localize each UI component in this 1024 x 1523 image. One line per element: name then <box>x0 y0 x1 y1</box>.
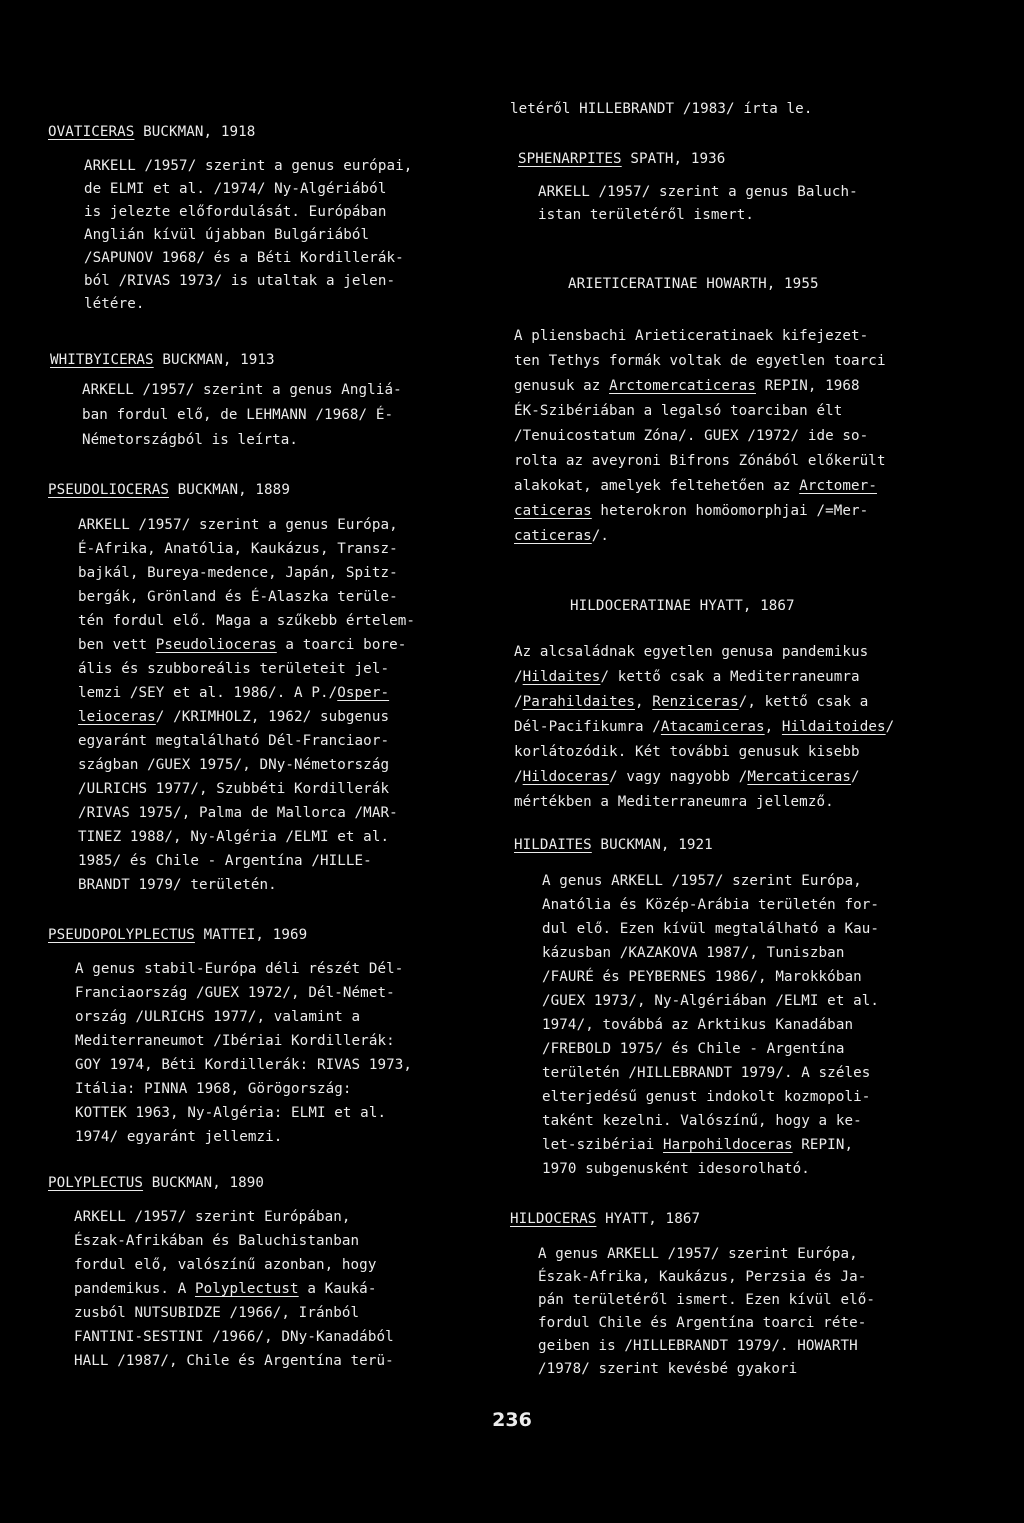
text-line: mértékben a Mediterraneumra jellemző. <box>514 794 834 810</box>
text-line: ARKELL /1957/ szerint a genus európai, <box>84 158 413 174</box>
genus-heading-hildoceras: HILDOCERAS HYATT, 1867 <box>510 1211 701 1227</box>
genus-heading-ovaticeras: OVATICERAS BUCKMAN, 1918 <box>48 124 256 140</box>
genus-name-reference: Pseudolioceras <box>155 637 277 653</box>
genus-name-reference: leioceras <box>78 709 156 725</box>
text-line: zusból NUTSUBIDZE /1966/, Iránból <box>74 1305 360 1321</box>
text-line: genusuk az Arctomercaticeras REPIN, 1968 <box>514 378 860 394</box>
text-line: is jelezte előfordulását. Európában <box>84 204 387 220</box>
text-line: ális és szubboreális területeit jel- <box>78 661 390 677</box>
text-line: ARKELL /1957/ szerint Európában, <box>74 1209 351 1225</box>
text-line: Észak-Afrika, Kaukázus, Perzsia és Ja- <box>538 1269 867 1285</box>
text-line: GOY 1974, Béti Kordillerák: RIVAS 1973, <box>75 1057 413 1073</box>
text-line: KOTTEK 1963, Ny-Algéria: ELMI et al. <box>75 1105 387 1121</box>
text-line: területén /HILLEBRANDT 1979/. A széles <box>542 1065 871 1081</box>
genus-heading-polyplectus: POLYPLECTUS BUCKMAN, 1890 <box>48 1175 265 1191</box>
genus-heading-sphenarpites: SPHENARPITES SPATH, 1936 <box>518 151 726 167</box>
genus-heading-hildaites: HILDAITES BUCKMAN, 1921 <box>514 837 713 853</box>
text-line: 1985/ és Chile - Argentína /HILLE- <box>78 853 372 869</box>
genus-heading-whitbyiceras: WHITBYICERAS BUCKMAN, 1913 <box>50 352 275 368</box>
text-line: Németországból is leírta. <box>82 432 299 448</box>
text-line: ARKELL /1957/ szerint a genus Baluch- <box>538 184 858 200</box>
genus-name-reference: caticeras <box>514 503 592 519</box>
text-line: Az alcsaládnak egyetlen genusa pandemikus <box>514 644 869 660</box>
text-line: /1978/ szerint kevésbé gyakori <box>538 1361 798 1377</box>
genus-name-reference: Harpohildoceras <box>662 1137 793 1153</box>
text-line: FANTINI-SESTINI /1966/, DNy-Kanadából <box>74 1329 394 1345</box>
text-line: Franciaország /GUEX 1972/, Dél-Német- <box>75 985 395 1001</box>
text-line: /RIVAS 1975/, Palma de Mallorca /MAR- <box>78 805 398 821</box>
text-line: ország /ULRICHS 1977/, valamint a <box>75 1009 361 1025</box>
text-line: /Hildoceras/ vagy nagyobb /Mercaticeras/ <box>514 769 860 785</box>
text-line: É-Afrika, Anatólia, Kaukázus, Transz- <box>78 541 398 557</box>
text-line: BRANDT 1979/ területén. <box>78 877 277 893</box>
text-line: pán területéről ismert. Ezen kívül elő- <box>538 1292 876 1308</box>
text-line: bajkál, Bureya-medence, Japán, Spitz- <box>78 565 398 581</box>
text-line: Dél-Pacifikumra /Atacamiceras, Hildaitoides/ <box>514 719 895 735</box>
text-line: /Tenuicostatum Zóna/. GUEX /1972/ ide so- <box>514 428 869 444</box>
genus-name-reference: Hildaitoides <box>781 719 886 735</box>
text-line: ARKELL /1957/ szerint a genus Európa, <box>78 517 398 533</box>
text-line: A genus stabil-Európa déli részét Dél- <box>75 961 404 977</box>
text-line: /GUEX 1973/, Ny-Algériában /ELMI et al. <box>542 993 880 1009</box>
text-line: Anglián kívül újabban Bulgáriából <box>84 227 370 243</box>
text-line: /ULRICHS 1977/, Szubbéti Kordillerák <box>78 781 390 797</box>
subfamily-heading-hildoceratinae: HILDOCERATINAE HYATT, 1867 <box>570 598 795 614</box>
text-line: alakokat, amelyek feltehetően az Arctomer- <box>514 478 877 494</box>
genus-name-reference: Polyplectust <box>194 1281 299 1297</box>
genus-name-reference: Hildaites <box>522 669 601 685</box>
text-line: TINEZ 1988/, Ny-Algéria /ELMI et al. <box>78 829 390 845</box>
text-line: let-szibériai Harpohildoceras REPIN, <box>542 1137 854 1153</box>
text-line: taként kezelni. Valószínű, hogy a ke- <box>542 1113 862 1129</box>
text-line: elterjedésű genust indokolt kozmopoli- <box>542 1089 871 1105</box>
genus-name-reference: Osper- <box>337 685 390 701</box>
text-line: ben vett Pseudolioceras a toarci bore- <box>78 637 407 653</box>
text-line: letéről HILLEBRANDT /1983/ írta le. <box>510 101 813 117</box>
genus-name-reference: Mercaticeras <box>747 769 852 785</box>
genus-name-reference: Arctomer- <box>799 478 877 494</box>
text-line: dul elő. Ezen kívül megtalálható a Kau- <box>542 921 880 937</box>
text-line: /FAURÉ és PEYBERNES 1986/, Marokkóban <box>542 969 862 985</box>
text-line: szágban /GUEX 1975/, DNy-Németország <box>78 757 390 773</box>
text-line: caticeras/. <box>514 528 610 544</box>
text-line: Mediterraneumot /Ibériai Kordillerák: <box>75 1033 395 1049</box>
text-line: lemzi /SEY et al. 1986/. A P./Osper- <box>78 685 390 701</box>
genus-name-reference: Hildoceras <box>522 769 610 785</box>
text-line: ból /RIVAS 1973/ is utaltak a jelen- <box>84 273 396 289</box>
text-line: A pliensbachi Arieticeratinaek kifejezet- <box>514 328 869 344</box>
text-line: rolta az aveyroni Bifrons Zónából előkerült <box>514 453 886 469</box>
text-line: 1970 subgenusként idesorolható. <box>542 1161 810 1177</box>
text-line: Itália: PINNA 1968, Görögország: <box>75 1081 352 1097</box>
text-line: ten Tethys formák voltak de egyetlen toarci <box>514 353 886 369</box>
genus-heading-pseudolioceras: PSEUDOLIOCERAS BUCKMAN, 1889 <box>48 482 290 498</box>
text-line: bergák, Grönland és É-Alaszka terüle- <box>78 589 398 605</box>
text-line: HALL /1987/, Chile és Argentína terü- <box>74 1353 394 1369</box>
genus-name-reference: Renziceras <box>652 694 739 710</box>
text-line: pandemikus. A Polyplectust a Kauká- <box>74 1281 377 1297</box>
subfamily-heading-arieticeratinae: ARIETICERATINAE HOWARTH, 1955 <box>568 276 819 292</box>
genus-name-reference: caticeras <box>514 528 592 544</box>
text-line: Észak-Afrikában és Baluchistanban <box>74 1233 360 1249</box>
text-line: ARKELL /1957/ szerint a genus Angliá- <box>82 382 402 398</box>
text-line: Anatólia és Közép-Arábia területén for- <box>542 897 880 913</box>
text-line: fordul elő, valószínű azonban, hogy <box>74 1257 377 1273</box>
text-line: A genus ARKELL /1957/ szerint Európa, <box>538 1246 858 1262</box>
text-line: fordul Chile és Argentína toarci réte- <box>538 1315 867 1331</box>
text-line: egyaránt megtalálható Dél-Franciaor- <box>78 733 390 749</box>
text-line: caticeras heterokron homöomorphjai /=Mer- <box>514 503 869 519</box>
genus-name-reference: Atacamiceras <box>660 719 765 735</box>
text-line: ban fordul elő, de LEHMANN /1968/ É- <box>82 407 394 423</box>
text-line: tén fordul elő. Maga a szűkebb értelem- <box>78 613 416 629</box>
text-line: geiben is /HILLEBRANDT 1979/. HOWARTH <box>538 1338 858 1354</box>
text-line: korlátozódik. Két további genusuk kisebb <box>514 744 860 760</box>
text-line: kázusban /KAZAKOVA 1987/, Tuniszban <box>542 945 845 961</box>
genus-name-reference: Parahildaites <box>522 694 635 710</box>
genus-name-reference: Arctomercaticeras <box>609 378 756 394</box>
text-line: 1974/, továbbá az Arktikus Kanadában <box>542 1017 854 1033</box>
text-line: de ELMI et al. /1974/ Ny-Algériából <box>84 181 387 197</box>
text-line: /SAPUNOV 1968/ és a Béti Kordillerák- <box>84 250 404 266</box>
page-number: 236 <box>492 1409 532 1431</box>
genus-heading-pseudopolyplectus: PSEUDOPOLYPLECTUS MATTEI, 1969 <box>48 927 308 943</box>
text-line: /Parahildaites, Renziceras/, kettő csak a <box>514 694 869 710</box>
text-line: létére. <box>84 296 145 312</box>
text-line: /Hildaites/ kettő csak a Mediterraneumra <box>514 669 860 685</box>
text-line: leioceras/ /KRIMHOLZ, 1962/ subgenus <box>78 709 390 725</box>
text-line: /FREBOLD 1975/ és Chile - Argentína <box>542 1041 845 1057</box>
text-line: istan területéről ismert. <box>538 207 755 223</box>
text-line: ÉK-Szibériában a legalsó toarciban élt <box>514 403 843 419</box>
text-line: 1974/ egyaránt jellemzi. <box>75 1129 283 1145</box>
text-line: A genus ARKELL /1957/ szerint Európa, <box>542 873 862 889</box>
